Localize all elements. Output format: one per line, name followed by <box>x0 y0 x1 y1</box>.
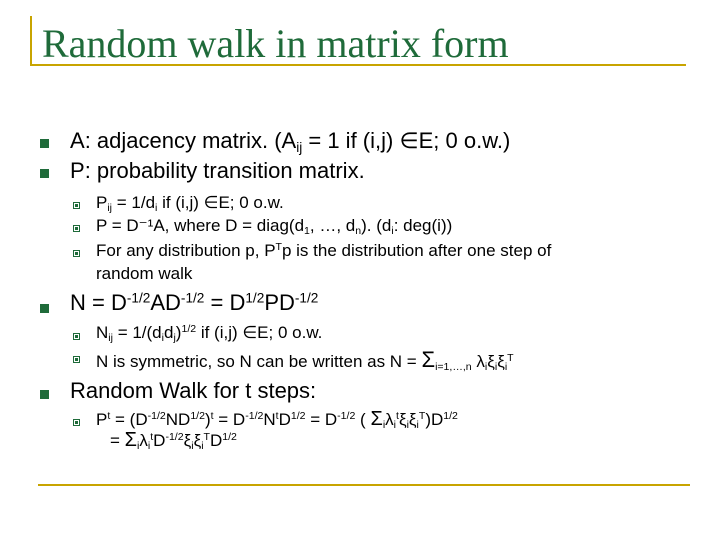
slide-title: Random walk in matrix form <box>42 21 509 66</box>
sub-bullet-icon <box>73 419 80 426</box>
title-rule-bottom <box>38 484 690 486</box>
sub-bullet-icon <box>73 356 80 363</box>
sub-bullet-icon <box>73 202 80 209</box>
sub-bullet-nij: $N_{ij} = 1/(d_id_j)^{1/2}$ if (i,j) ∈E; 0 o.w. <box>96 323 323 345</box>
p-label: P <box>70 158 85 183</box>
sub-bullet-distribution-cont: random walk <box>96 264 193 283</box>
sub-bullet-distribution: For any distribution p, $P^Tp$ is the distribution after one step of <box>96 241 552 260</box>
bullet-random-walk: Random Walk for t steps: <box>70 378 317 403</box>
bullet-square <box>40 304 49 313</box>
a-text: : adjacency matrix. (A <box>84 128 297 153</box>
sub-bullet-pij: $P_{ij} = 1/d_i$ if (i,j) ∈E; 0 o.w. <box>96 193 284 215</box>
sub-bullet-icon <box>73 333 80 340</box>
bullet-normalized: $N = D^{-1/2}AD^{-1/2} = D^{1/2}PD^{-1/2}$ <box>70 290 319 315</box>
p-text: : probability transition matrix. <box>84 158 365 183</box>
title-rule-vertical <box>30 16 32 66</box>
sub-bullet-icon <box>73 250 80 257</box>
a-sub: ij <box>296 140 303 156</box>
bullet-probability <box>70 158 365 184</box>
sub-bullet-pt-cont: = $\Sigma_i\lambda_i^tD^{-1/2}\xi_i\xi_i^TD^{1/2}$ <box>110 429 237 453</box>
sub-bullet-p-def: P = D⁻¹A, where $D = diag(d_1$, …, $d_n$). ($d_i$: deg(i)) <box>96 216 453 238</box>
sub-bullet-symmetric: N is symmetric, so N can be written as $N = \Sigma_{i=1,\dots,n}$ $\lambda_i\xi_i\xi_i^T$ <box>96 347 514 374</box>
bullet-square <box>40 169 49 178</box>
bullet-square <box>40 390 49 399</box>
a-rest: = 1 if (i,j) ∈E; 0 o.w.) <box>302 128 511 153</box>
a-label: A <box>70 128 85 153</box>
bullet-square <box>40 139 49 148</box>
bullet-adjacency <box>70 128 510 154</box>
sub-bullet-icon <box>73 225 80 232</box>
sub-bullet-pt: $P^t = (D^{-1/2}ND^{1/2})^t = D^{-1/2}N^tD^{1/2} = D^{-1/2}$ ( $\Sigma_i\lambda_i^t\xi_i\xi_i^T)D^{1/2}$ <box>96 408 458 432</box>
